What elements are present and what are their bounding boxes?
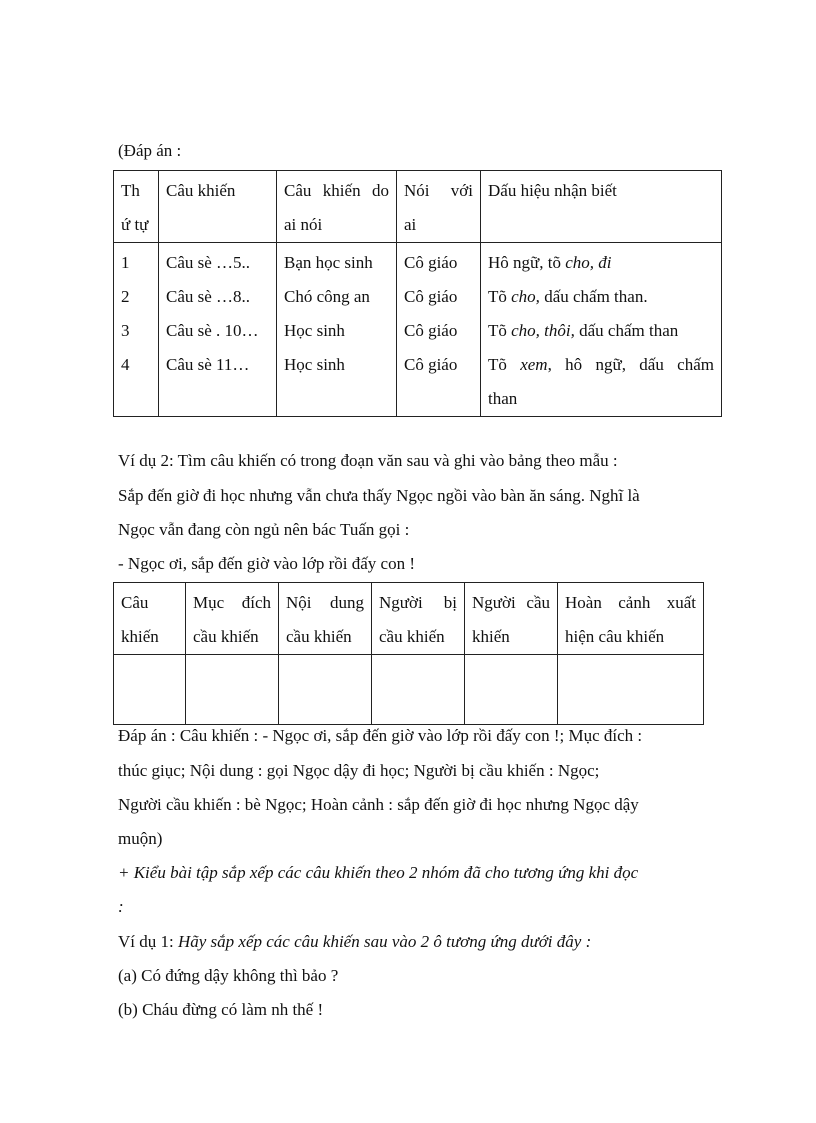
example2-paragraph-2: Ngọc vẫn đang còn ngủ nên bác Tuấn gọi : xyxy=(118,520,410,539)
example1-item-a: (a) Có đứng dậy không thì bảo ? xyxy=(118,966,339,985)
header-nguoi-bi: Người bị cầu khiến xyxy=(372,583,465,655)
empty-cell xyxy=(372,655,465,725)
answer-table-body-row xyxy=(114,243,722,417)
signs-row-2: Tõ cho, dấu chấm than. xyxy=(488,287,648,306)
answer-table-header-row xyxy=(114,171,722,243)
signs-row-4: Tõ xem, hô ngữ, dấu chấm xyxy=(488,355,714,374)
example1-item-b: (b) Cháu đừng có làm nh thế ! xyxy=(118,1000,324,1019)
example2-paragraph-1: Sắp đến giờ đi học nhưng vẫn chưa thấy Ngọc ngồi vào bàn ăn sáng. Nghĩ là xyxy=(118,486,640,505)
example2-quote: - Ngọc ơi, sắp đến giờ vào lớp rồi đấy con ! xyxy=(118,554,416,573)
empty-cell xyxy=(558,655,704,725)
answer2-line-4: muộn) xyxy=(118,829,163,848)
answer2-line-3: Người cầu khiến : bè Ngọc; Hoàn cảnh : sắp đến giờ đi học nhưng Ngọc dậy xyxy=(118,795,639,814)
template-table xyxy=(113,582,704,725)
empty-cell xyxy=(279,655,372,725)
answer2-line-1: Đáp án : Câu khiến : - Ngọc ơi, sắp đến giờ vào lớp rồi đấy con !; Mục đích : xyxy=(118,726,643,745)
header-signs: Dấu hiệu nhận biết xyxy=(481,171,722,243)
template-table-header-row xyxy=(114,583,704,655)
empty-cell xyxy=(465,655,558,725)
template-table-empty-row xyxy=(114,655,704,725)
exercise-line-2: : xyxy=(118,897,124,916)
empty-cell xyxy=(186,655,279,725)
header-listener: Nói với ai xyxy=(397,171,481,243)
example2-title: Ví dụ 2: Tìm câu khiến có trong đoạn văn sau và ghi vào bảng theo mẫu : xyxy=(118,451,618,470)
header-sentence: Câu khiến xyxy=(159,171,277,243)
signs-row-3: Tõ cho, thôi, dấu chấm than xyxy=(488,321,679,340)
listener-column: Cô giáo Cô giáo Cô giáo Cô giáo xyxy=(397,243,481,417)
order-column: 1 2 3 4 xyxy=(114,243,159,417)
header-speaker: Câu khiến do ai nói xyxy=(277,171,397,243)
answer-label: (Đáp án : xyxy=(118,141,182,160)
example1-title: Ví dụ 1: Hãy sắp xếp các câu khiến sau vào 2 ô tương ứng dưới đây : xyxy=(118,932,592,951)
header-order: Th ứ tự xyxy=(114,171,159,243)
speaker-column: Bạn học sinh Chó công an Học sinh Học sinh xyxy=(277,243,397,417)
exercise-line-1: + Kiểu bài tập sắp xếp các câu khiến theo 2 nhóm đã cho tương ứng khi đọc xyxy=(118,863,639,882)
header-cau-khien: Câu khiến xyxy=(114,583,186,655)
signs-row-1: Hô ngữ, tõ cho, đi xyxy=(488,253,612,272)
signs-row-4-cont: than xyxy=(488,389,518,408)
empty-cell xyxy=(114,655,186,725)
header-noi-dung: Nội dung cầu khiến xyxy=(279,583,372,655)
answer-table xyxy=(113,170,722,417)
signs-column xyxy=(481,243,722,417)
answer2-line-2: thúc giục; Nội dung : gọi Ngọc dậy đi học; Người bị cầu khiến : Ngọc; xyxy=(118,761,600,780)
sentence-column: Câu sè …5.. Câu sè …8.. Câu sè . 10… Câu sè 11… xyxy=(159,243,277,417)
header-muc-dich: Mục đích cầu khiến xyxy=(186,583,279,655)
header-nguoi-cau: Người cầu khiến xyxy=(465,583,558,655)
header-hoan-canh: Hoàn cảnh xuất hiện câu khiến xyxy=(558,583,704,655)
